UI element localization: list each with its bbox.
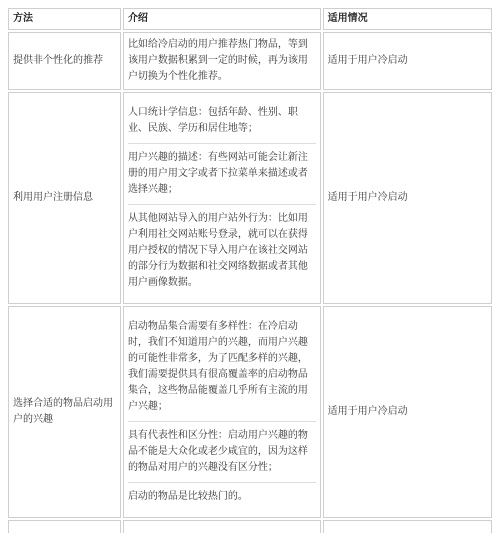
intro-cell — [123, 32, 321, 90]
cold-start-methods-table — [6, 6, 494, 535]
method-cell-empty — [8, 520, 121, 533]
intro-paragraph: 启动的物品是比较热门的。 — [128, 482, 316, 505]
usage-cell: 适用于用户冷启动 — [323, 92, 492, 304]
usage-cell: 适用于用户冷启动 — [323, 32, 492, 90]
table-row-partial — [8, 520, 492, 533]
usage-cell: 适用于用户冷启动 — [323, 306, 492, 518]
intro-paragraph: 具有代表性和区分性：启动用户兴趣的物品不能是大众化或老少咸宜的，因为这样的物品对用户的兴趣没有区分性； — [128, 421, 316, 476]
header-intro: 介绍 — [123, 8, 321, 30]
table-row — [8, 306, 492, 518]
header-method: 方法 — [8, 8, 121, 30]
method-cell: 选择合适的物品启动用户的兴趣 — [8, 306, 121, 518]
intro-cell-empty — [123, 520, 321, 533]
intro-paragraph: 用户兴趣的描述：有些网站可能会让新注册的用户用文字或者下拉菜单来描述或者选择兴趣； — [128, 143, 316, 198]
table-row — [8, 32, 492, 90]
usage-cell-empty — [323, 520, 492, 533]
header-usage: 适用情况 — [323, 8, 492, 30]
intro-cell — [123, 306, 321, 518]
intro-paragraph: 从其他网站导入的用户站外行为：比如用户利用社交网站账号登录，就可以在获得用户授权的情况下导入用户在该社交网站的部分行为数据和社交网络数据或者其他用户画像数据。 — [128, 204, 316, 291]
table-header-row — [8, 8, 492, 30]
table-row — [8, 92, 492, 304]
intro-cell — [123, 92, 321, 304]
method-cell: 提供非个性化的推荐 — [8, 32, 121, 90]
intro-paragraph: 比如给冷启动的用户推荐热门物品，等到该用户数据积累到一定的时候，再为该用户切换为个性化推荐。 — [127, 39, 308, 82]
intro-paragraph: 人口统计学信息：包括年龄、性别、职业、民族、学历和居住地等； — [127, 107, 298, 134]
intro-paragraph: 启动物品集合需要有多样性：在冷启动时，我们不知道用户的兴趣，而用户兴趣的可能性非常多，为了匹配多样的兴趣，我们需要提供具有很高覆盖率的启动物品集合，这些物品能覆盖几乎所有主流的用户兴趣； — [127, 321, 308, 412]
method-cell: 利用用户注册信息 — [8, 92, 121, 304]
